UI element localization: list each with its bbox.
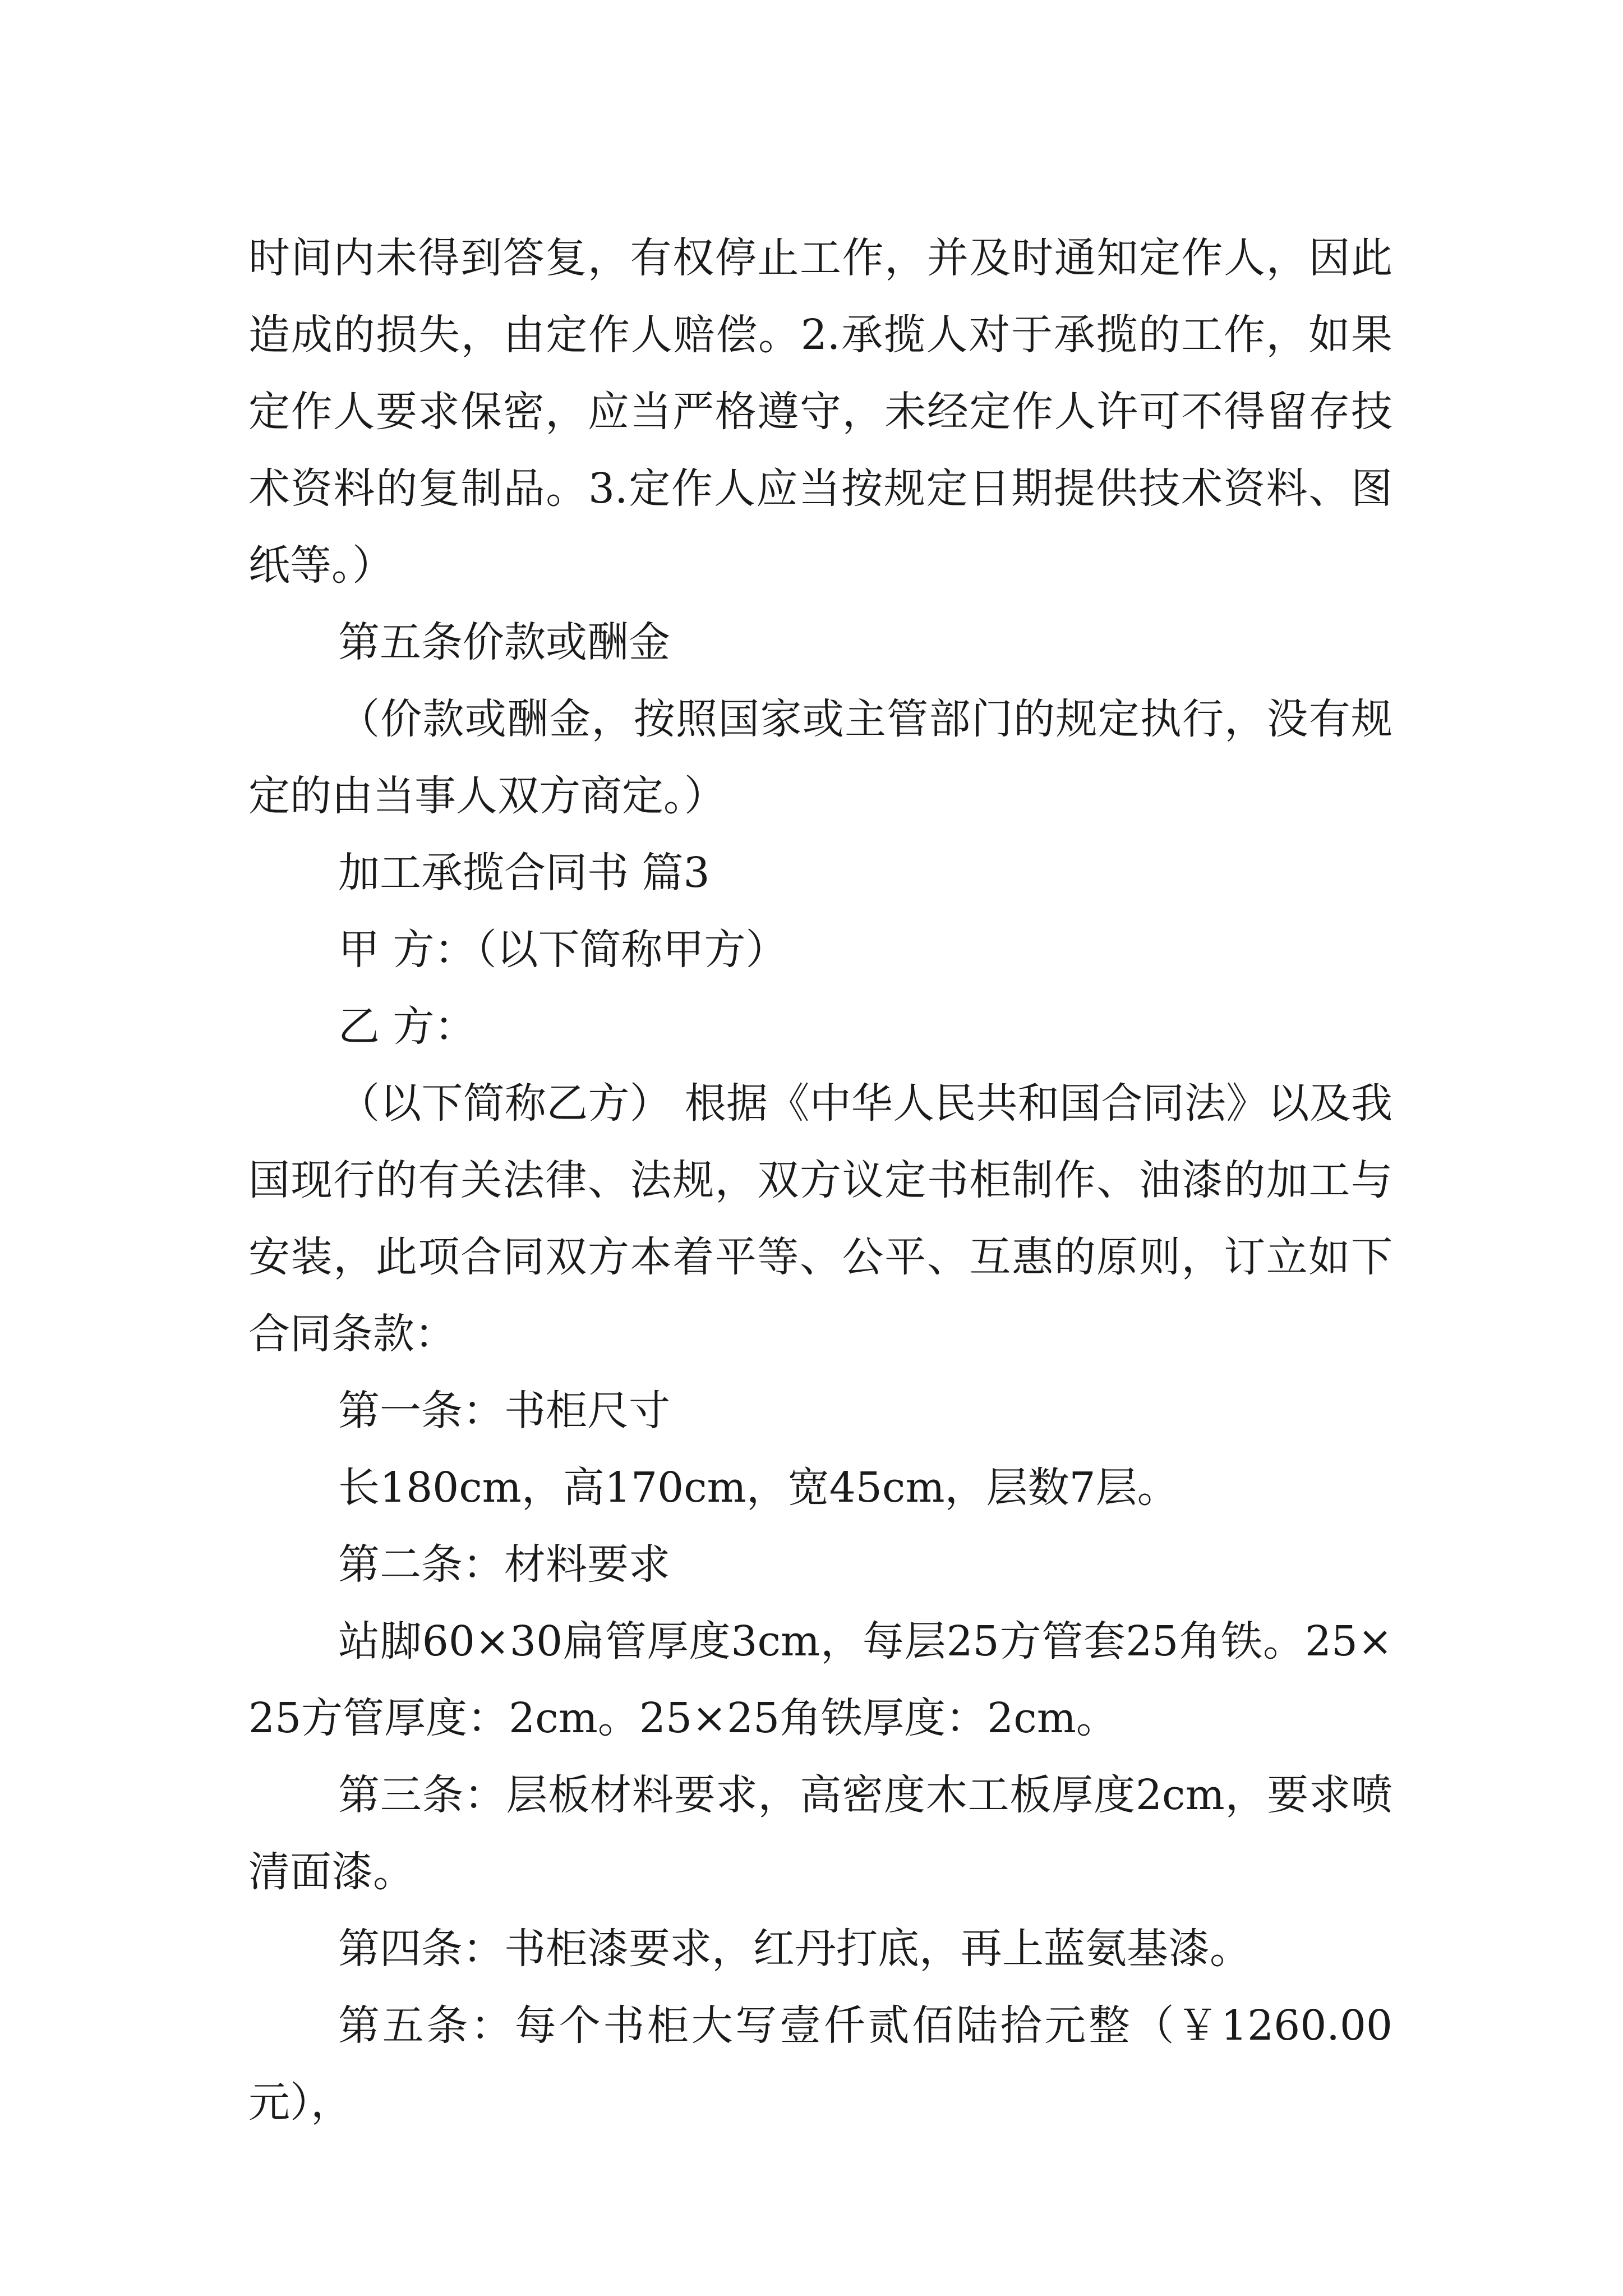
party-b-line: 乙 方： — [338, 1002, 476, 1051]
contract-preamble: （以下简称乙方） 根据《中华人民共和国合同法》以及我国现行的有关法律、法规，双方议定书柜制作、油漆的加工与安装，此项合同双方本着平等、公平、互惠的原则，订立如下合同条款： — [248, 1079, 1393, 1358]
document-body — [248, 220, 1393, 2141]
article-five-heading: 第五条价款或酬金 — [338, 618, 670, 666]
article-five-price: 第五条：每个书柜大写壹仟贰佰陆拾元整（￥1260.00元）， — [248, 2001, 1393, 2127]
article-four: 第四条：书柜漆要求，红丹打底，再上蓝氨基漆。 — [338, 1925, 1251, 1973]
article-five-body: （价款或酬金，按照国家或主管部门的规定执行，没有规定的由当事人双方商定。） — [248, 695, 1393, 820]
article-three: 第三条：层板材料要求，高密度木工板厚度2cm，要求喷清面漆。 — [248, 1771, 1393, 1896]
article-two-body: 站脚60×30扁管厚度3cm，每层25方管套25角铁。25×25方管厚度：2cm。25×25角铁厚度：2cm。 — [248, 1617, 1393, 1742]
paragraph-continuation: 时间内未得到答复，有权停止工作，并及时通知定作人，因此造成的损失，由定作人赔偿。2.承揽人对于承揽的工作，如果定作人要求保密，应当严格遵守，未经定作人许可不得留存技术资料的复制品。3.定作人应当按规定日期提供技术资料、图纸等。） — [248, 234, 1393, 590]
contract-section-title: 加工承揽合同书 篇3 — [338, 849, 710, 897]
party-a-line: 甲 方：（以下简称甲方） — [338, 926, 787, 974]
article-two-heading: 第二条：材料要求 — [338, 1540, 670, 1589]
article-one-body: 长180cm，高170cm，宽45cm，层数7层。 — [338, 1464, 1179, 1512]
article-one-heading: 第一条：书柜尺寸 — [338, 1387, 670, 1435]
